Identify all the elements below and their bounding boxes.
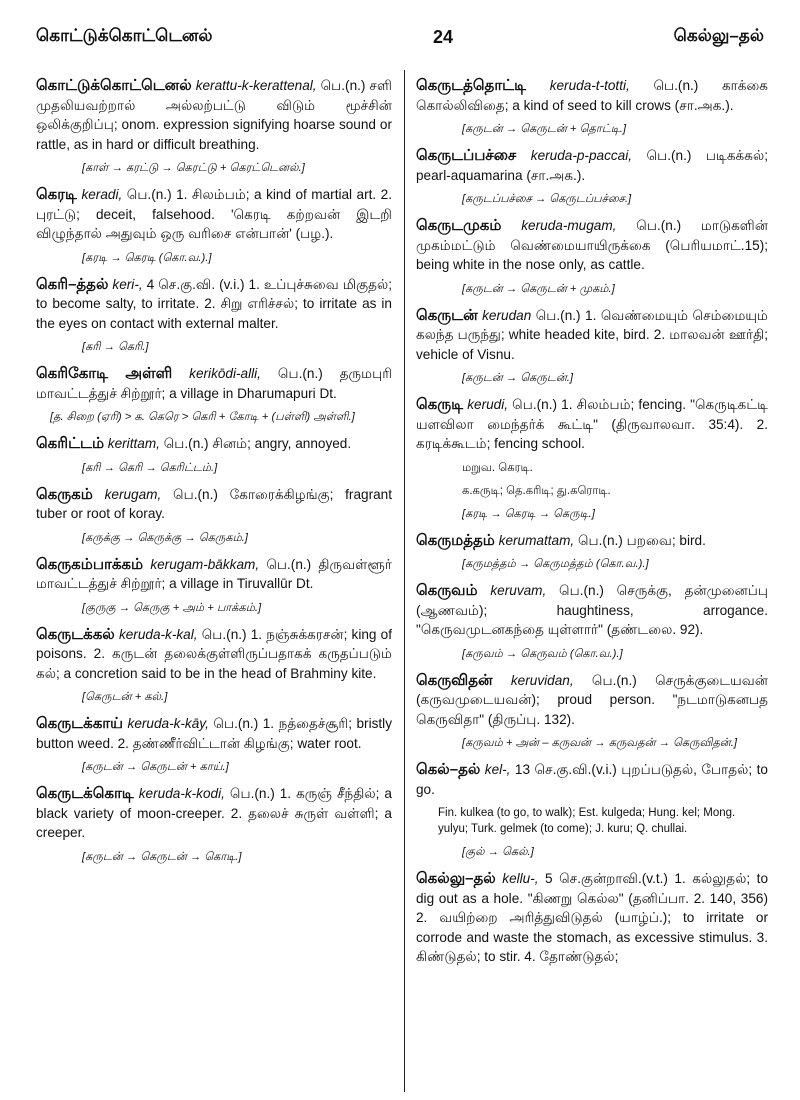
etymology: [கருடன் → கெருடன் + தொட்டி.] <box>462 123 626 135</box>
entry <box>416 869 768 967</box>
entry <box>416 760 768 860</box>
transliteration: kerikōdi-alli, <box>189 366 261 381</box>
headword: கெருடமுகம் <box>416 217 502 234</box>
etymology: [குருகு → கெருகு + அம் + பாக்கம்.] <box>82 601 262 614</box>
definition: 13 செ.கு.வி.(v.i.) புறப்படுதல், போதல்; to go. <box>416 762 768 797</box>
etymology: [த. சிறை (ஏரி) > க. கெரெ > கெரி + கோடி + (பள்ளி) அள்ளி.] <box>50 411 355 423</box>
definition: பெ.(n.) மாடுகளின் முகம்மட்டும் வெண்மையாயிருக்கை (பெரியமாட்.15); being white in the nose only, as cattle. <box>416 218 768 272</box>
header-right-guideword: கெல்லு–தல் <box>673 26 764 45</box>
headword: கெருவிதன் <box>416 671 493 689</box>
etymology: [காள் → கரட்டு → கெரட்டு + கெரட்டெனல்.] <box>82 162 305 174</box>
entry <box>36 625 392 706</box>
definition: பெ.(n.) 1. வெண்மையும் செம்மையும் கலந்த பருந்து; white headed kite, bird. 2. மாலவன் ஊர்தி; vehicle of Visnu. <box>416 307 768 362</box>
entry <box>416 146 768 207</box>
definition: பெ.(n.) 1. நத்தைச்சூரி; bristly button weed. 2. தண்ணீர்விட்டான் கிழங்கு; water root. <box>36 716 392 751</box>
transliteration: keruda-k-kāy, <box>127 716 209 731</box>
entry <box>416 671 768 752</box>
definition: பெ.(n.) பறவை; bird. <box>574 532 706 548</box>
definition: பெ.(n.) 1. கருஞ் சீந்தில்; a black variety of moon-creeper. 2. தலைச் சுருள் வள்ளி; a creeper. <box>36 786 392 840</box>
headword: கெருடக்கல் <box>36 625 115 643</box>
definition: பெ.(n.) படிகக்கல்; pearl-aquamarina (சா.அக.). <box>416 148 768 183</box>
headword: கெருவம் <box>416 582 478 599</box>
transliteration: kerumattam, <box>498 532 575 548</box>
etymology: [கருவம் + அன் – கருவன் → கருவதன் → கெருவிதன்.] <box>462 737 738 749</box>
entry <box>36 364 392 425</box>
entry <box>416 395 768 522</box>
etymology: [குல் → கெல்.] <box>462 846 534 858</box>
headword: கெருடப்பச்சை <box>416 147 517 164</box>
synonym-note: மறுவ. கெரடி. <box>462 461 533 474</box>
etymology: [கருடன் → கெருடன் + காய்.] <box>82 761 229 773</box>
headword: கெரடி <box>36 186 77 203</box>
definition: பெ.(n.) தருமபுரி மாவட்டத்துச் சிற்றூர்; a village in Dharumapuri Dt. <box>36 366 392 401</box>
page-number: 24 <box>433 26 454 47</box>
transliteration: keruvam, <box>490 583 547 598</box>
definition: பெ.(n.) சினம்; angry, annoyed. <box>159 436 352 451</box>
headword: கெருடன் <box>416 306 478 324</box>
headword: கெருடக்காய் <box>36 715 123 732</box>
transliteration: kerudi, <box>467 397 509 412</box>
etymology: [கருடப்பச்சை → கெருடப்பச்சை.] <box>462 193 632 205</box>
headword: கெருடத்தொட்டி <box>416 77 527 94</box>
definition: பெ.(n.) கோரைக்கிழங்கு; fragrant tuber or root of koray. <box>36 486 392 521</box>
right-column <box>416 76 768 1094</box>
transliteration: kerudan <box>482 307 532 323</box>
headword: கெருடக்கொடி <box>36 785 134 802</box>
etymology: [கருடன் → கெருடன் + முகம்.] <box>462 282 615 295</box>
headword: கொட்டுக்கொட்டெனல் <box>36 77 192 94</box>
entry <box>36 185 392 266</box>
transliteration: kerattu-k-kerattenal, <box>195 78 317 93</box>
definition: பெ.(n.) 1. சிலம்பம்; fencing. "கெருடிகட்டி யளவிலா மைந்தர்க் கூட்டி" (திருவாலவா. 35:4). 2. கரடிக்கூடம்; fencing school. <box>416 397 768 451</box>
etymology: [கருடன் → கெருடன் → கொடி.] <box>82 850 242 863</box>
etymology: [கருமத்தம் → கெருமத்தம் (கொ.வ.).] <box>462 558 649 570</box>
entry <box>36 485 392 546</box>
definition: பெ.(n.) சளி முதலியவற்றால் அல்லற்பட்டு விடும் மூச்சின் ஒலிக்குறிப்பு; onom. expression signifying hoarse sound or rattle, as in hard or difficult breathing. <box>36 78 392 152</box>
definition: பெ.(n.) 1. நஞ்சுக்கரசன்; king of poisons. 2. கருடன் தலைக்குள்ளிருப்பதாகக் கருதப்படும் கல்; a concretion said to be in the head of Brahminy kite. <box>36 626 392 681</box>
entry <box>36 434 392 476</box>
entry <box>416 531 768 573</box>
transliteration: keruvidan, <box>510 672 574 688</box>
etymology: [கருடன் → கெருடன்.] <box>462 372 574 384</box>
entry <box>36 275 392 356</box>
entry <box>36 784 392 865</box>
transliteration: kerugam-bākkam, <box>150 556 260 572</box>
transliteration: keruda-k-kal, <box>118 626 198 642</box>
transliteration: kel-, <box>484 762 511 777</box>
header-left-guideword: கொட்டுக்கொட்டெனல் <box>36 26 213 45</box>
etymology: [கருக்கு → கெருக்கு → கெருகம்.] <box>82 531 248 544</box>
definition: 4 செ.கு.வி. (v.i.) 1. உப்புச்சுவை மிகுதல்; to become salty, to irritate. 2. சிறு எரிச்சல்; to irritate as in the eyes on contact with external malter. <box>36 276 392 331</box>
etymology: [கரி → கெரி → கெரிட்டம்.] <box>82 461 218 474</box>
etymology: [கெருடன் + கல்.] <box>82 691 168 703</box>
headword: கெல்லு–தல் <box>416 870 496 887</box>
definition: 5 செ.குன்றாவி.(v.t.) 1. கல்லுதல்; to dig out as a hole. "கிணறு கெல்ல" (தனிப்பா. 2. 140, 356) 2. வயிற்றை அரித்துவிடுதல் (யாழ்ப்.); to irritate or corrode and waste the stomach, as excessive stimulus. 3. கிண்டுதல்; to stir. 4. தோண்டுதல்; <box>416 871 768 964</box>
entry <box>416 76 768 137</box>
transliteration: keradi, <box>81 187 123 202</box>
headword: கெருமத்தம் <box>416 531 495 549</box>
definition: பெ.(n.) செருக்கு, தன்முனைப்பு (ஆணவம்); haughtiness, arrogance. "கெருவமுடனகந்தை யுள்ளார்" (தண்டலை. 92). <box>416 583 768 637</box>
transliteration: kerugam, <box>104 486 162 502</box>
headword: கெரி–த்தல் <box>36 275 109 293</box>
column-divider <box>404 70 405 1092</box>
left-column <box>36 76 392 1094</box>
definition: பெ.(n.) செருக்குடையவன் (கருவமுடையவன்); proud person. "நடமாடுகனபத கெருவிதா" (திருப்பு. 132). <box>416 672 768 727</box>
definition: பெ.(n.) 1. சிலம்பம்; a kind of martial art. 2. புரட்டு; deceit, falsehood. 'கெரடி கற்றவன் இடறி விழுந்தால் அதுவும் ஒரு வரிசை என்பான்' (பழ.). <box>36 187 392 241</box>
page-header <box>36 22 764 52</box>
headword: கெருகம் <box>36 485 93 503</box>
headword: கெல்–தல் <box>416 761 481 778</box>
headword: கெரிட்டம் <box>36 435 105 452</box>
entry <box>416 306 768 387</box>
etymology: [கரடி → கெரடி → கெருடி.] <box>462 507 595 520</box>
entry <box>416 581 768 662</box>
definition: பெ.(n.) திருவள்ளூர் மாவட்டத்துச் சிற்றூர்; a village in Tiruvallūr Dt. <box>36 556 392 591</box>
transliteration: kerittam, <box>107 436 160 451</box>
transliteration: keruda-p-paccai, <box>530 148 633 163</box>
etymology: [கரடி → கெரடி (கொ.வ.).] <box>82 251 212 264</box>
transliteration: keruda-mugam, <box>521 218 617 233</box>
entry <box>36 714 392 775</box>
headword: கெருடி <box>416 396 464 413</box>
etymology: [கரி → கெரி.] <box>82 341 149 353</box>
transliteration: keri-, <box>112 276 143 292</box>
entry <box>36 76 392 176</box>
transliteration: kellu-, <box>502 871 539 886</box>
entry <box>36 555 392 616</box>
headword: கெரிகோடி அள்ளி <box>36 365 173 382</box>
cognates-note: Fin. kulkea (to go, to walk); Est. kulgeda; Hung. kel; Mong. yulyu; Turk. gelmek (to come); J. kuru; Q. chullai. <box>438 807 736 835</box>
transliteration: keruda-t-totti, <box>549 78 630 93</box>
entry <box>416 216 768 297</box>
etymology: [கருவம் → கெருவம் (கொ.வ.).] <box>462 647 623 660</box>
transliteration: keruda-k-kodi, <box>138 786 225 801</box>
headword: கெருகம்பாக்கம் <box>36 555 144 573</box>
cognates-note: க.கருடி; தெ.கரிடி; து.கரொடி. <box>462 484 611 497</box>
definition: பெ.(n.) காக்கை கொல்லிவிதை; a kind of seed to kill crows (சா.அக.). <box>416 78 768 113</box>
